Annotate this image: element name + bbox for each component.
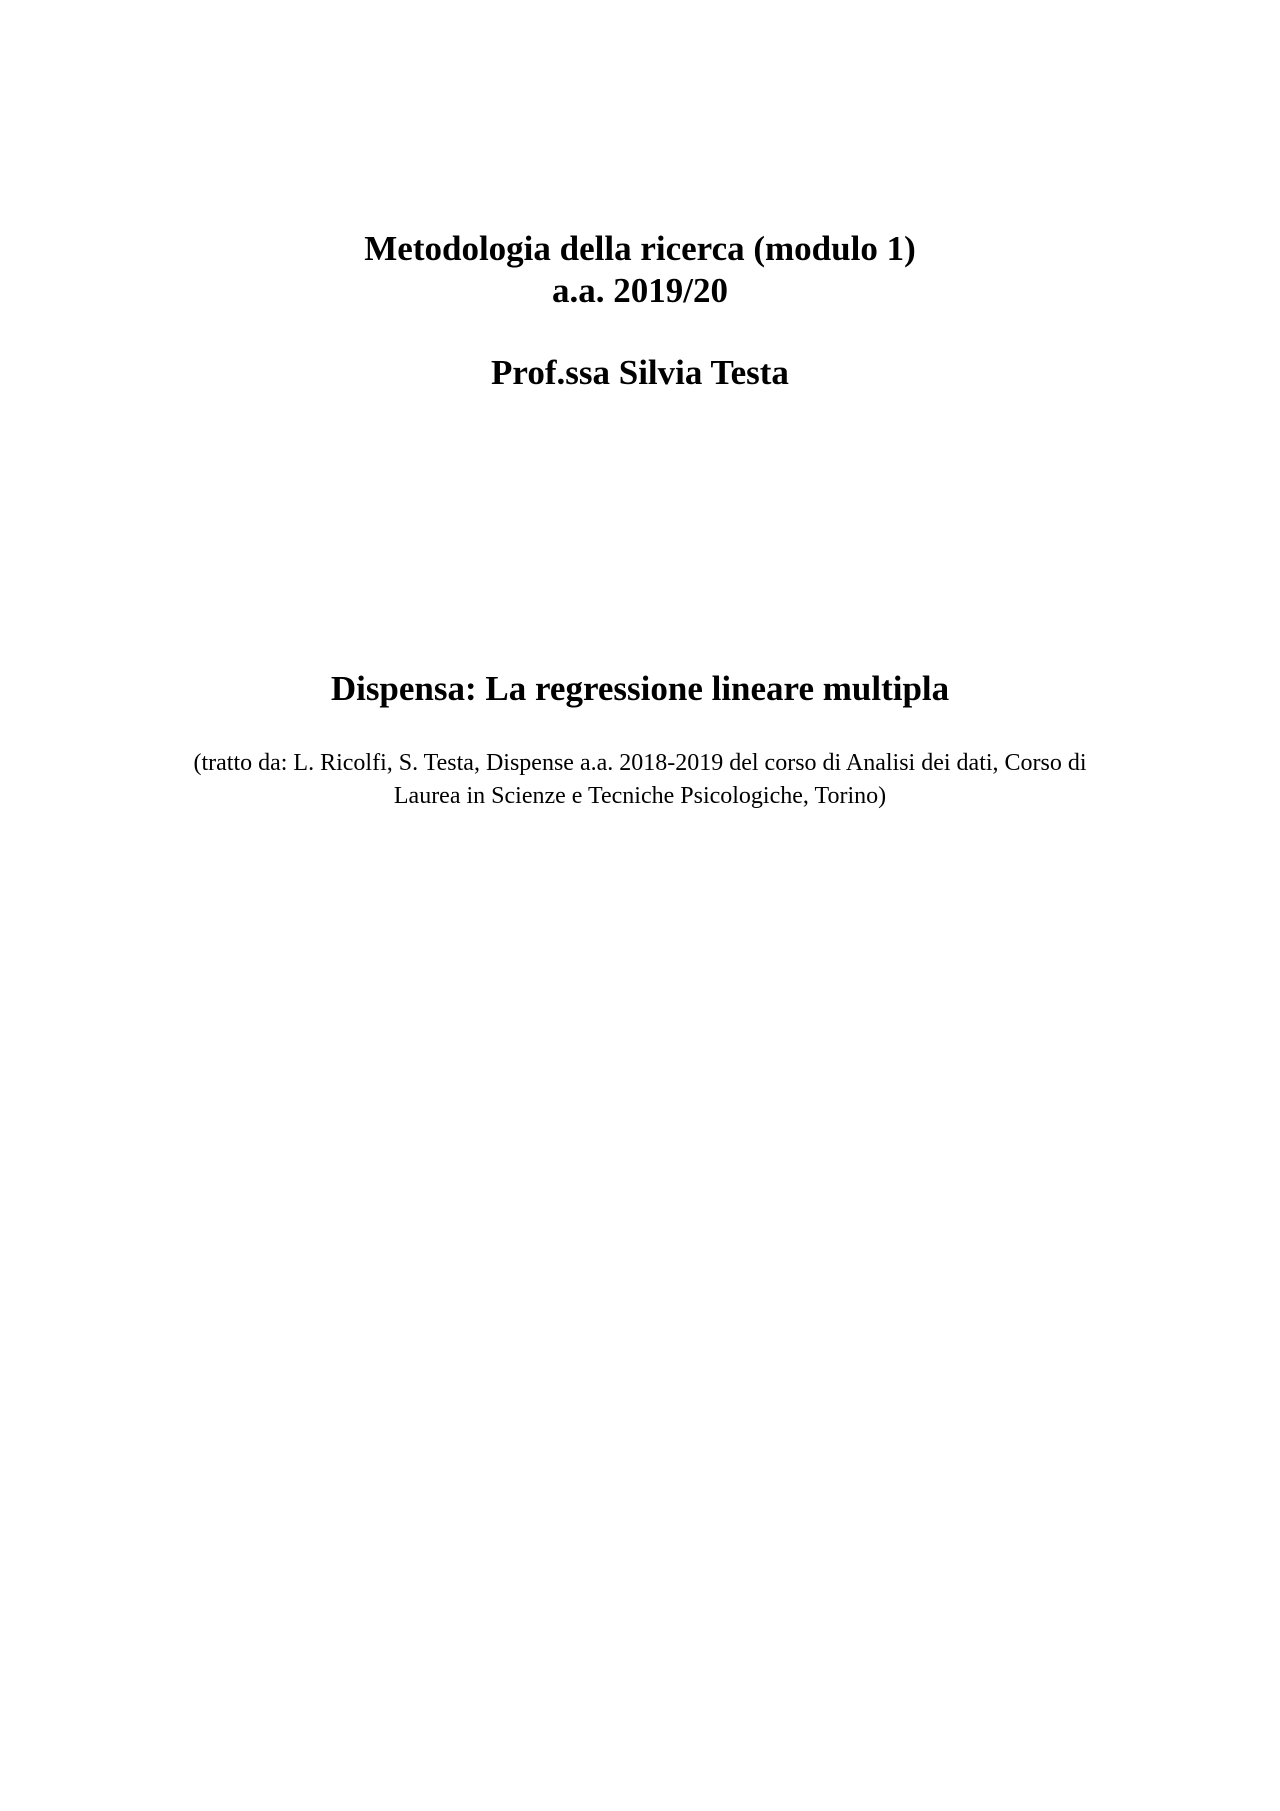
academic-year: a.a. 2019/20 <box>552 271 728 310</box>
source-note <box>150 747 1130 813</box>
professor-name: Prof.ssa Silvia Testa <box>491 353 789 392</box>
source-note-line-2: Laurea in Scienze e Tecniche Psicologiche, Torino) <box>393 783 887 809</box>
course-header <box>0 228 1280 312</box>
handout-title: Dispensa: La regressione lineare multipla <box>330 669 950 708</box>
course-title: Metodologia della ricerca (modulo 1) <box>364 229 916 268</box>
source-note-line-1: (tratto da: L. Ricolfi, S. Testa, Dispense a.a. 2018-2019 del corso di Analisi dei dati, Corso di <box>193 750 1087 776</box>
